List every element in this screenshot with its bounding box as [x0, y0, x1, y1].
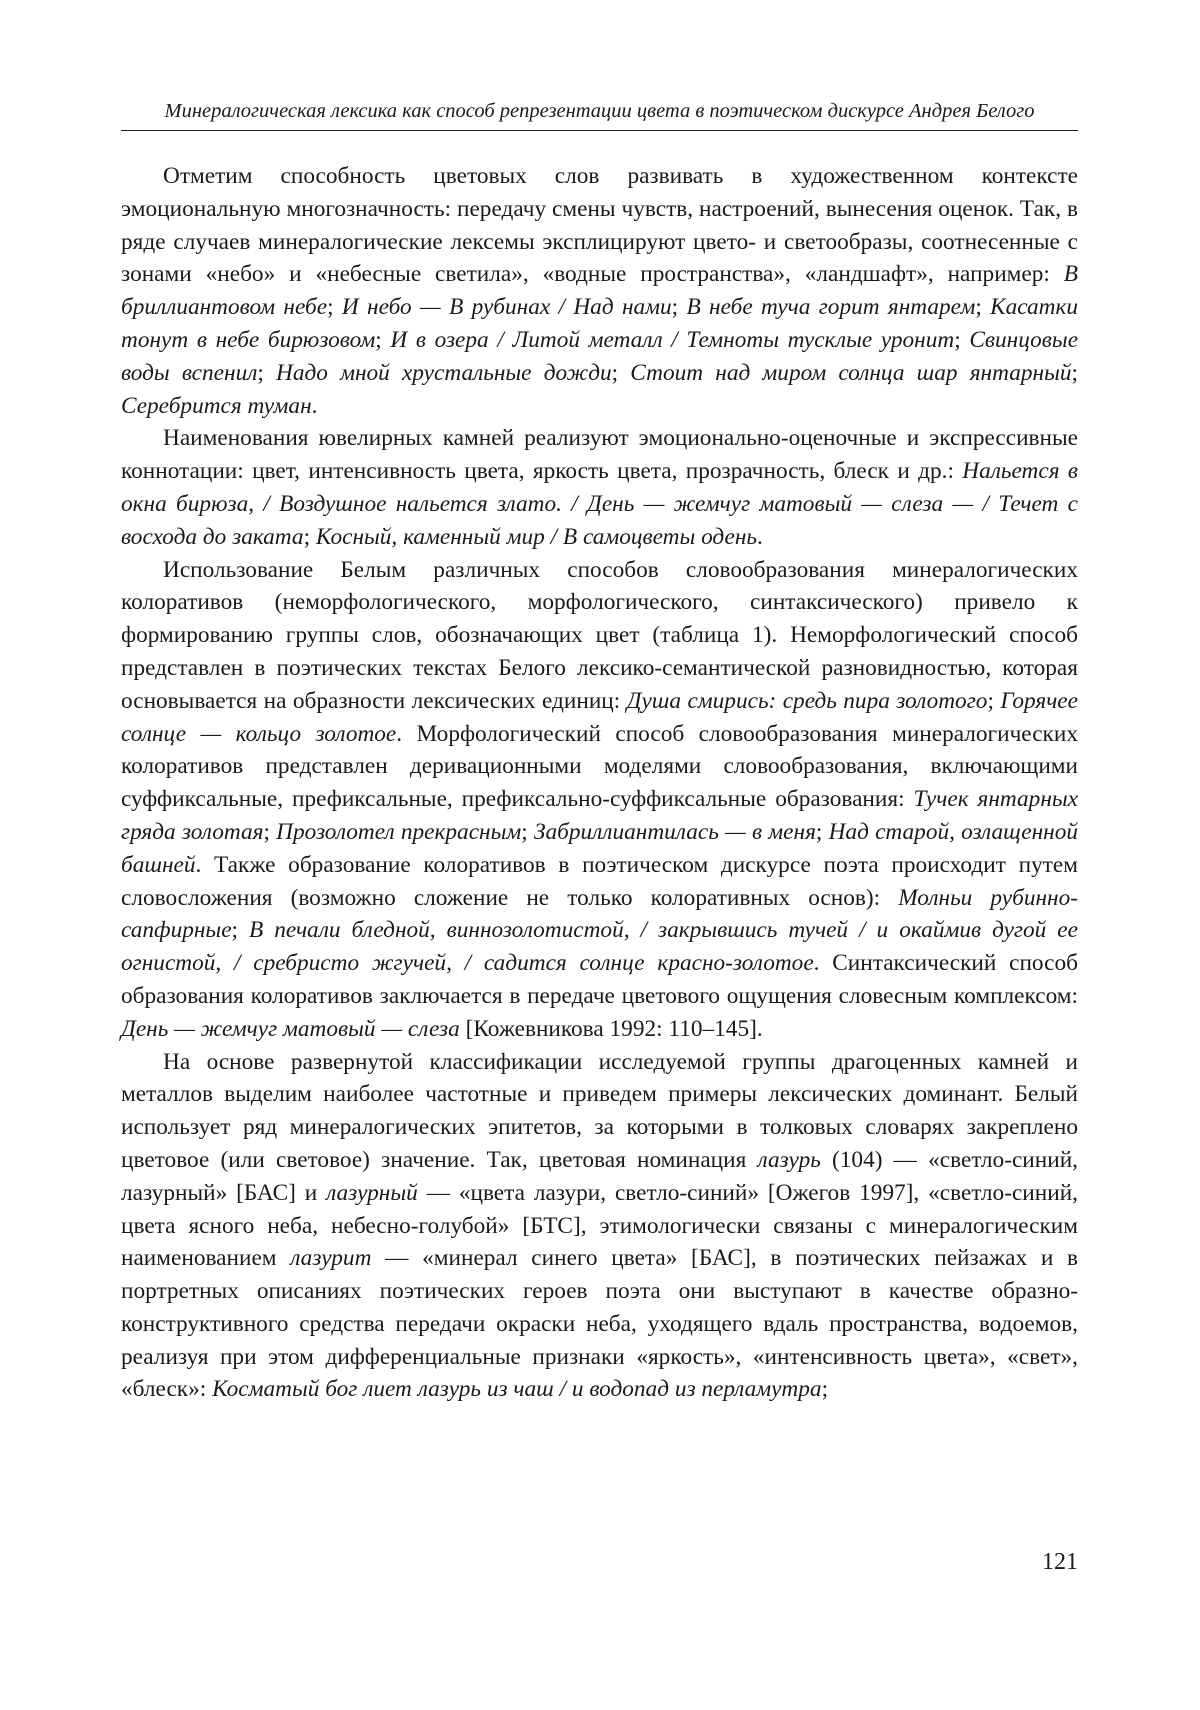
text-fragment: — «минерал синего цвета» [БАС], в поэтических пейзажах и в портретных описаниях поэтических героев поэта они выступают в качестве образно-конструктивного средства передачи окраски неба, уходящего вдаль пространства, водоемов, реализуя при этом дифференциальные признаки «яркость», «интенсивность цвета», «свет», «блеск»: [121, 1245, 1078, 1403]
text-fragment: ; [954, 326, 970, 353]
quotation-fragment: Надо мной хрустальные дожди [276, 359, 612, 386]
text-fragment: ; [987, 687, 1001, 714]
quotation-fragment: В небе туча горит янтарем [686, 294, 976, 321]
quotation-fragment: Горячее солнце — кольцо золотое [121, 687, 1078, 747]
quotation-fragment: Забриллиантилась — в меня [533, 818, 816, 845]
text-fragment: — «цвета лазури, светло-синий» [Ожегов 1997], «светло-синий, цвета ясного неба, небесно-голубой» [БТС], этимологически связаны с минералогическим наименованием [121, 1179, 1078, 1272]
quotation-fragment: Нальется в окна бирюза, / Воздушное нальется злато. / День — жемчуг матовый — слеза — / Течет с восхода до заката [121, 458, 1078, 550]
text-fragment: ; [257, 359, 277, 386]
article-body [121, 160, 1078, 1406]
quotation-fragment: лазурит [290, 1245, 372, 1272]
text-fragment: . [757, 523, 763, 550]
quotation-fragment: Касатки тонут в небе бирюзовом [121, 294, 1079, 353]
text-fragment: . Также образование колоративов в поэтическом дискурсе поэта происходит путем словосложения (возможно сложение не только колоративных основ): [121, 851, 1078, 911]
text-fragment: ; [327, 294, 342, 321]
paragraph [121, 1046, 1078, 1407]
quotation-fragment: И небо — В рубинах / Над нами [341, 294, 672, 321]
text-fragment: ; [975, 294, 991, 321]
quotation-fragment: И в озера / Литой металл / Темноты тусклые уронит [390, 326, 955, 353]
text-fragment: ; [815, 818, 829, 845]
text-fragment: . Синтаксический способ образования колоративов заключается в передаче цветового ощущения словесным комплексом: [121, 950, 1078, 1009]
quotation-fragment: Свинцовые воды вспенил [121, 326, 1079, 386]
quotation-fragment: Косный, каменный мир / В самоцветы одень [315, 523, 757, 550]
text-fragment: ; [231, 917, 250, 944]
quotation-fragment: Молньи рубинно-сапфирные [121, 884, 1078, 944]
quotation-fragment: В бриллиантовом небе [121, 261, 1078, 321]
text-fragment: ; [375, 326, 391, 353]
quotation-fragment: лазурь [757, 1146, 821, 1173]
paragraph [121, 160, 1078, 422]
paragraph [121, 422, 1078, 553]
text-fragment: ; [263, 818, 277, 845]
text-fragment: На основе развернутой классификации исследуемой группы драгоценных камней и металлов выделим наиболее частотные и приведем примеры лексических доминант. Белый использует ряд минералогических эпитетов, за которыми в толковых словарях закреплено цветовое (или световое) значение. Так, цветовая номинация [121, 1048, 1078, 1173]
quotation-fragment: Прозолотел прекрасным [276, 818, 522, 845]
text-fragment: (104) — «светло-синий, лазурный» [БАС] и [121, 1146, 1079, 1206]
quotation-fragment: Тучек янтарных гряда золотая [121, 786, 1078, 845]
text-fragment: ; [521, 818, 534, 845]
text-fragment: . Морфологический способ словообразования минералогических колоративов представлен деривационными моделями словообразования, включающими суффиксальные, префиксальные, префиксально-суффиксальные образования: [121, 720, 1078, 813]
text-fragment: Использование Белым различных способов словообразования минералогических колоративов (неморфологического, морфологического, синтаксического) привело к формированию группы слов, обозначающих цвет (таблица 1). Неморфологический способ представлен в поэтических текстах Белого лексико-семантической разновидностью, которая основывается на образности лексических единиц: [121, 556, 1078, 714]
text-fragment: ; [611, 359, 631, 386]
quotation-fragment: Стоит над миром солнца шар янтарный [630, 359, 1072, 386]
text-fragment: Наименования ювелирных камней реализуют эмоционально-оценочные и экспрессивные коннотации: цвет, интенсивность цвета, яркость цвета, прозрачность, блеск и др.: [121, 425, 1078, 485]
text-fragment: ; [303, 523, 316, 550]
quotation-fragment: Над старой, озлащенной башней [121, 818, 1079, 878]
text-fragment: ; [671, 294, 687, 321]
text-fragment: ; [1071, 359, 1078, 386]
text-fragment: ; [821, 1376, 829, 1403]
paragraph [121, 554, 1078, 1046]
text-fragment: [Кожевникова 1992: 110–145]. [459, 1015, 763, 1042]
text-fragment: . [311, 392, 318, 419]
quotation-fragment: Серебрится туман [121, 392, 312, 419]
quotation-fragment: Душа смирись: средь пира золотого [626, 687, 988, 714]
quotation-fragment: В печали бледной, виннозолотистой, / закрывшись тучей / и окаймив дугой ее огнистой, / сребристо жгучей, / садится солнце красно-золотое [121, 917, 1078, 977]
quotation-fragment: лазурный [326, 1179, 418, 1206]
quotation-fragment: День — жемчуг матовый — слеза [121, 1015, 460, 1042]
quotation-fragment: Косматый бог лиет лазурь из чаш / и водопад из перламутра [212, 1376, 822, 1403]
running-header: Минералогическая лексика как способ репрезентации цвета в поэтическом дискурсе Андрея Белого [121, 98, 1078, 131]
text-fragment: Отметим способность цветовых слов развивать в художественном контексте эмоциональную многозначность: передачу смены чувств, настроений, вынесения оценок. Так, в ряде случаев минералогические лексемы эксплицируют цвето- и светообразы, соотнесенные с зонами «небо» и «небесные светила», «водные пространства», «ландшафт», например: [121, 163, 1078, 288]
page-number: 121 [1042, 1549, 1078, 1575]
